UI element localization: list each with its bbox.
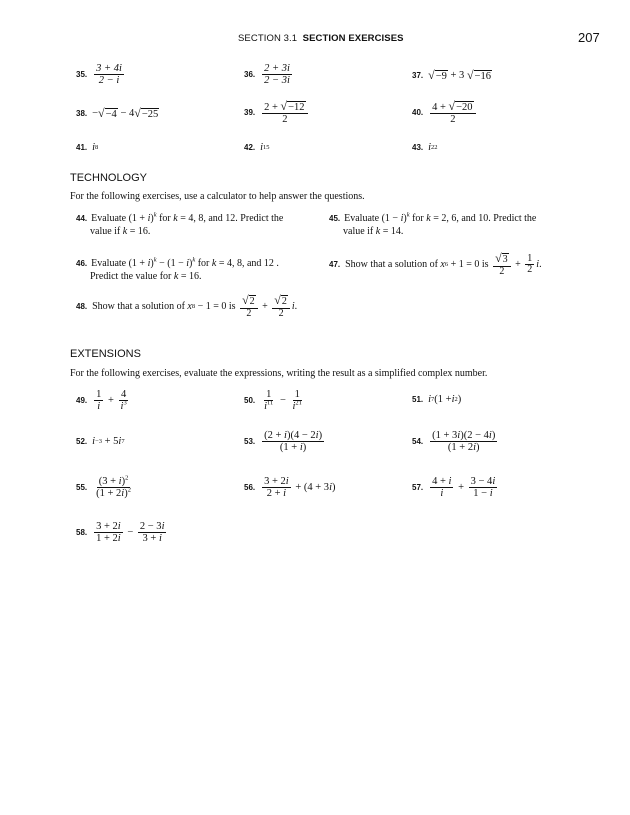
exercise-48: 48. Show that a solution of x 8 − 1 = 0 is $\frac{√2}{2}$ + $\frac{√2}{2}$ i . xyxy=(76,293,298,319)
exercise-40: 40. $\frac{4 + √-20}{2}$ xyxy=(412,100,478,125)
exercise-42: 42. i 15 xyxy=(244,142,270,153)
exercise-44: 44. Evaluate $(1 + i)^k$ for k = 4, 8, and 12. Predict the value if k = 16. xyxy=(76,211,284,237)
exercise-56: 56. $\frac{3 + 2i}{2 + i}$ + (4 + 3 i ) xyxy=(244,476,336,500)
exercise-55: 55. $\frac{(3 + i)^2}{(1 + 2i)^2}$ xyxy=(76,474,131,500)
technology-heading: TECHNOLOGY xyxy=(70,172,148,184)
exercise-58: 58. $\frac{3 + 2i}{1 + 2i}$ − $\frac{2 - 3i}{3 + i}$ xyxy=(76,521,165,545)
technology-instruction: For the following exercises, use a calculator to help answer the questions. xyxy=(70,191,365,202)
section-label: SECTION 3.1 SECTION EXERCISES xyxy=(238,33,404,44)
exercise-50: 50. $\frac{1}{i^{11}}$ − $\frac{1}{i^{21}}$ xyxy=(244,389,302,413)
exercise-41: 41. i 8 xyxy=(76,142,99,153)
exercise-39: 39. $\frac{2 + √-12}{2}$ xyxy=(244,100,310,125)
exercise-36: 36. $\frac{2 + 3i}{2 - 3i}$ xyxy=(244,63,290,87)
exercise-35: 35. $\frac{3 + 4i}{2 - i}$ xyxy=(76,63,122,87)
exercise-47: 47. Show that a solution of x 6 + 1 = 0 is $\frac{√3}{2}$ + $\frac{1}{2}$ i . xyxy=(329,251,542,277)
exercise-51: 51. i 7 (1 + i 2 ) xyxy=(412,394,462,405)
exercise-49: 49. $\frac{1}{i}$ + $\frac{4}{i^3}$ xyxy=(76,389,127,413)
exercise-45: 45. Evaluate $(1 - i)^k$ for k = 2, 6, and 10. Predict the value if k = 14. xyxy=(329,211,537,237)
page-header xyxy=(0,30,630,47)
page-number: 207 xyxy=(578,30,600,45)
exercise-43: 43. i 22 xyxy=(412,142,438,153)
exercise-46: 46. Evaluate $(1 + i)^k - (1 - i)^k$ for k = 4, 8, and 12 . Predict the value for k = 16. xyxy=(76,256,279,282)
exercise-38: 38. − √−4 − 4 √−25 xyxy=(76,106,159,120)
exercise-57: 57. $\frac{4 + i}{i}$ + $\frac{3 - 4i}{1 - i}$ xyxy=(412,476,496,500)
exercise-53: 53. $\frac{(2 + i)(4 - 2i)}{(1 + i)}$ xyxy=(244,430,323,454)
extensions-instruction: For the following exercises, evaluate the expressions, writing the result as a simplified complex number. xyxy=(70,368,488,379)
exercise-54: 54. $\frac{(1 + 3i)(2 - 4i)}{(1 + 2i)}$ xyxy=(412,430,496,454)
extensions-heading: EXTENSIONS xyxy=(70,348,141,360)
exercise-52: 52. i −3 + 5 i 7 xyxy=(76,436,125,447)
exercise-37: 37. √−9 + 3 √−16 xyxy=(412,68,491,82)
